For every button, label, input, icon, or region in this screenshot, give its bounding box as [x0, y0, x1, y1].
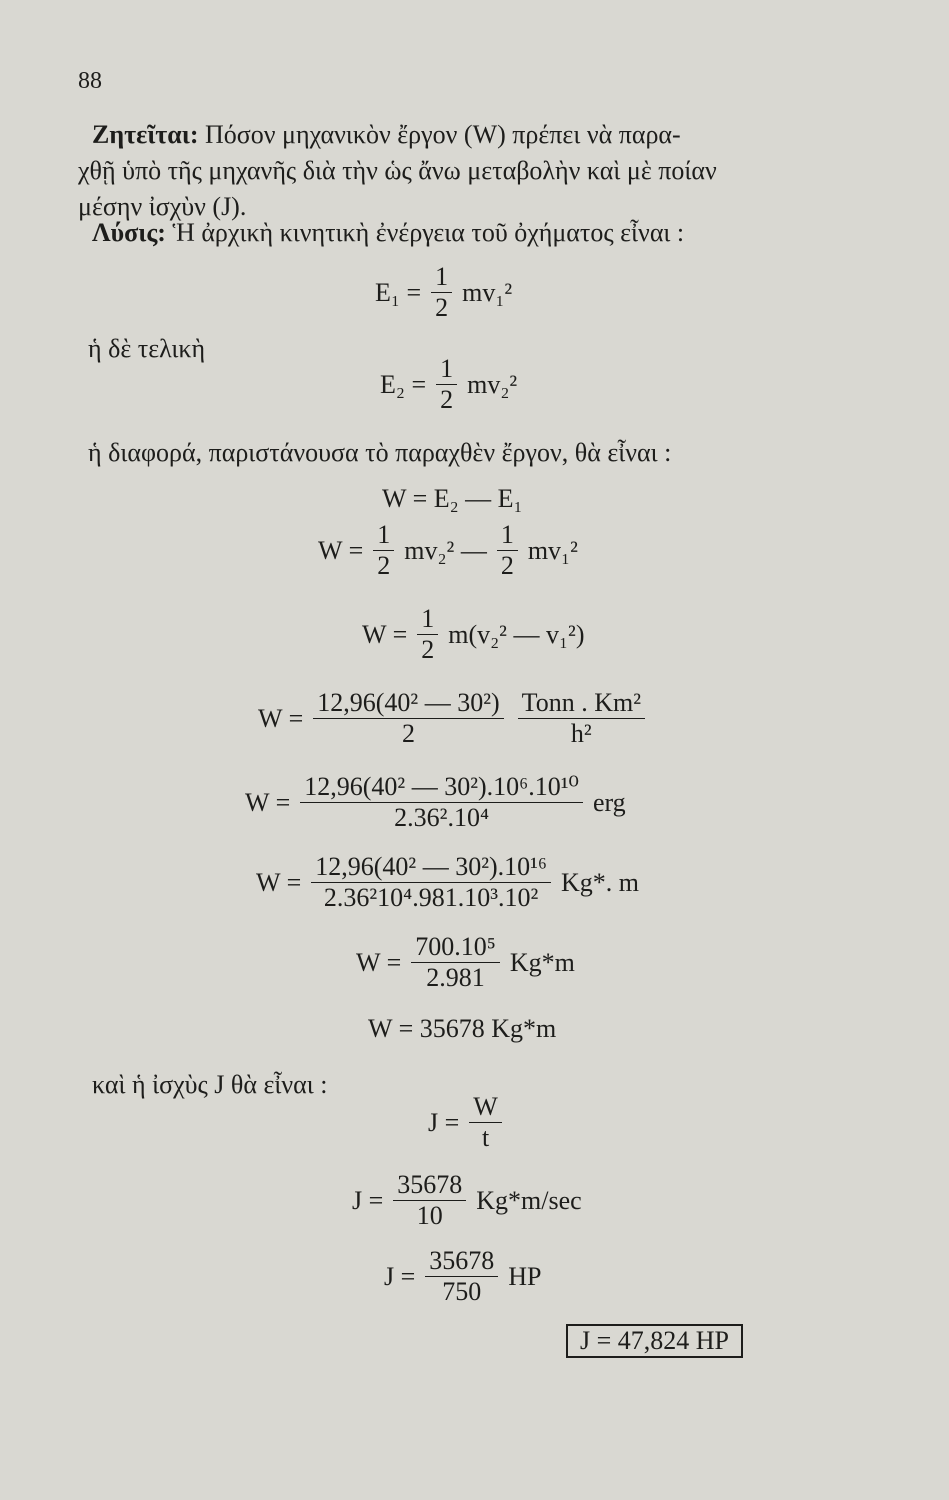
w5-lhs: W =: [245, 787, 291, 817]
j3-num: 35678: [425, 1246, 498, 1277]
w4-lhs: W =: [258, 703, 304, 733]
problem-label: Ζητεῖται:: [92, 120, 199, 149]
equation-w1: W = E₂ — E₁: [382, 484, 523, 513]
w5-num: 12,96(40² — 30²).10⁶.10¹⁰: [300, 772, 583, 803]
j3-den: 750: [442, 1277, 482, 1306]
w2-rhs: mv₁²: [527, 535, 578, 565]
problem-line-3: μέσην ἰσχὺν (J).: [78, 192, 247, 221]
equation-w4: [258, 688, 649, 749]
w2-num-a: 1: [373, 520, 394, 551]
j2-num: 35678: [393, 1170, 466, 1201]
w2-lhs: W =: [318, 535, 364, 565]
w5-fraction: [300, 772, 583, 833]
j1-fraction: [469, 1092, 502, 1153]
w7-num: 700.10⁵: [411, 932, 500, 963]
w7-den: 2.981: [426, 963, 485, 992]
w6-den: 2.36²10⁴.981.10³.10²: [323, 883, 539, 912]
w6-num: 12,96(40² — 30²).10¹⁶: [311, 852, 551, 883]
page-number: 88: [78, 68, 102, 94]
equation-w2: [318, 520, 578, 581]
w4-den: 2: [401, 719, 415, 748]
final-label: ἡ δὲ τελικὴ: [88, 334, 206, 363]
w7-fraction: [411, 932, 500, 993]
equation-w8: W = 35678 Kg*m: [368, 1014, 557, 1043]
j2-den: 10: [416, 1201, 443, 1230]
w3-rhs: m(v₂² — v₁²): [448, 619, 585, 649]
e1-den: 2: [435, 293, 449, 322]
j3-unit: HP: [508, 1261, 542, 1291]
e2-den: 2: [440, 385, 454, 414]
w2-num-b: 1: [497, 520, 518, 551]
j2-unit: Kg*m/sec: [476, 1185, 582, 1215]
w3-fraction: [417, 604, 438, 665]
equation-j2: [352, 1170, 582, 1231]
equation-e1: [375, 262, 512, 323]
j1-den: t: [481, 1123, 490, 1152]
equation-j1: [428, 1092, 506, 1153]
e1-fraction: [431, 262, 452, 323]
w5-unit: erg: [592, 787, 626, 817]
w3-lhs: W =: [362, 619, 408, 649]
j3-fraction: [425, 1246, 498, 1307]
e1-rhs: mv₁²: [462, 277, 513, 307]
w7-lhs: W =: [356, 947, 402, 977]
j2-lhs: J =: [352, 1185, 384, 1215]
w6-fraction: [311, 852, 551, 913]
result-box: [566, 1324, 743, 1358]
result-value: J = 47,824 HP: [566, 1326, 743, 1358]
w6-unit: Kg*. m: [561, 867, 639, 897]
w2-den-b: 2: [500, 551, 514, 580]
w3-den: 2: [421, 635, 435, 664]
w4-fraction: [313, 688, 503, 749]
w4-unit-num: Tonn . Km²: [518, 688, 645, 719]
e2-lhs: E₂ =: [380, 369, 427, 399]
w4-unit-fraction: [518, 688, 645, 749]
j2-fraction: [393, 1170, 466, 1231]
equation-w7: [356, 932, 575, 993]
e1-lhs: E₁ =: [375, 277, 422, 307]
problem-line-2: χθῇ ὑπὸ τῆς μηχανῆς διὰ τὴν ὡς ἄνω μεταβολὴν καὶ μὲ ποίαν: [78, 156, 717, 185]
j1-num: W: [469, 1092, 502, 1123]
w2-den-a: 2: [377, 551, 391, 580]
w6-lhs: W =: [256, 867, 302, 897]
equation-w3: [362, 604, 585, 665]
e2-fraction: [436, 354, 457, 415]
equation-w5: [245, 772, 626, 833]
j3-lhs: J =: [384, 1261, 416, 1291]
w4-unit-den: h²: [570, 719, 592, 748]
solution-text: Ἡ ἀρχικὴ κινητικὴ ἐνέργεια τοῦ ὀχήματος εἶναι :: [172, 218, 685, 247]
power-text: καὶ ἡ ἰσχὺς J θὰ εἶναι :: [92, 1070, 328, 1099]
w3-num: 1: [417, 604, 438, 635]
equation-e2: [380, 354, 517, 415]
problem-text-1: Πόσον μηχανικὸν ἔργον (W) πρέπει νὰ παρα-: [204, 120, 681, 149]
w2-fraction-b: [497, 520, 518, 581]
e1-num: 1: [431, 262, 452, 293]
w2-fraction-a: [373, 520, 394, 581]
w5-den: 2.36².10⁴: [394, 803, 490, 832]
equation-w6: [256, 852, 639, 913]
e2-num: 1: [436, 354, 457, 385]
solution-line: [92, 218, 684, 248]
problem-line-1: [92, 120, 681, 150]
w2-mid: mv₂² —: [404, 535, 487, 565]
e2-rhs: mv₂²: [467, 369, 518, 399]
w4-num: 12,96(40² — 30²): [313, 688, 503, 719]
j1-lhs: J =: [428, 1107, 460, 1137]
solution-label: Λύσις:: [92, 218, 166, 247]
w7-unit: Kg*m: [509, 947, 575, 977]
equation-j3: [384, 1246, 542, 1307]
difference-text: ἡ διαφορά, παριστάνουσα τὸ παραχθὲν ἔργον, θὰ εἶναι :: [88, 438, 672, 467]
